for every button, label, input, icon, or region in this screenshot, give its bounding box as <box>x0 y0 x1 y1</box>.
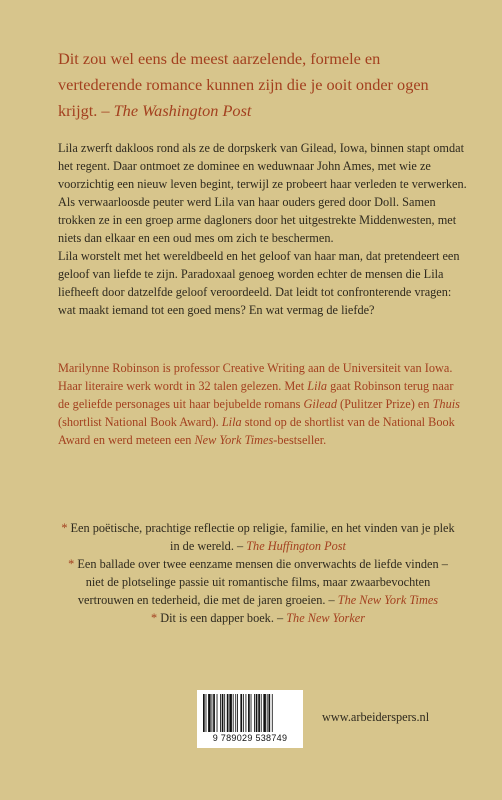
author-title-gilead: Gilead <box>303 397 337 411</box>
publisher-website: www.arbeiderspers.nl <box>322 710 430 724</box>
review-star: * <box>150 611 158 625</box>
featured-quote <box>58 46 458 124</box>
synopsis-paragraph-2: Lila worstelt met het wereldbeeld en het geloof van haar man, dat pretendeert een geloof van liefde te zijn. Paradoxaal genoeg worden echter de mensen die Lila liefheeft door datzelfde geloof veroordeeld. Dat leidt tot confronterende vragen: wat maakt iemand tot een goed mens? En wat vermag de liefde? <box>58 249 460 317</box>
barcode-bars <box>203 694 297 732</box>
review-source: The New Yorker <box>286 611 366 625</box>
synopsis-paragraph-1: Lila zwerft dakloos rond als ze de dorpskerk van Gilead, Iowa, binnen stapt omdat het regent. Daar ontmoet ze dominee en weduwnaar John Ames, met wie ze voorzichtig een nieuw leven begint, terwijl ze probeert haar verleden te verwerken. Als verwaarloosde peuter werd Lila van haar ouders gered door Doll. Samen trokken ze in een groep arme dagloners door het uitgestrekte Middenwesten, met niets dan elkaar en een oud mes om zich te beschermen. <box>58 141 467 245</box>
author-title-lila: Lila <box>307 379 328 393</box>
reviews <box>58 519 458 627</box>
quote-text: Dit zou wel eens de meest aarzelende, formele en vertederende romance kunnen zijn die je ooit onder ogen krijgt. – <box>58 49 429 120</box>
author-text-3: (Pulitzer Prize) en <box>336 397 433 411</box>
review-source: The Huffington Post <box>246 539 346 553</box>
author-text-5: stond op de shortlist van de National Book Award en werd meteen een <box>58 415 455 447</box>
barcode-number: 9 789029 538749 <box>212 733 288 743</box>
review-item <box>58 519 458 555</box>
author-text-2: gaat Robinson terug naar de geliefde personages uit haar bejubelde romans <box>58 379 454 411</box>
review-text: Een ballade over twee eenzame mensen die onverwachts de liefde vinden – niet de plotselinge passie uit romantische films, maar zwaarbevochten vertrouwen en tederheid, die met de jaren groeien. – <box>74 557 448 607</box>
author-text-1: Marilynne Robinson is professor Creative Writing aan de Universiteit van Iowa. Haar literaire werk wordt in 32 talen gelezen. Met <box>58 361 453 393</box>
synopsis <box>58 139 468 319</box>
review-item <box>58 555 458 609</box>
author-title-nyt: New York Times <box>194 433 274 447</box>
quote-source: The Washington Post <box>113 101 252 120</box>
author-text-6: -bestseller. <box>273 433 327 447</box>
author-title-thuis: Thuis <box>432 397 460 411</box>
review-star: * <box>61 521 68 535</box>
barcode <box>197 690 303 748</box>
review-text: Dit is een dapper boek. – <box>157 611 287 625</box>
author-text-4: (shortlist National Book Award). <box>58 415 222 429</box>
review-text: Een poëtische, prachtige reflectie op religie, familie, en het vinden van je plek in de wereld. – <box>67 521 455 553</box>
author-title-lila-2: Lila <box>221 415 242 429</box>
review-star: * <box>68 557 75 571</box>
review-source: The New York Times <box>337 593 439 607</box>
review-item <box>58 609 458 627</box>
author-bio <box>58 359 468 449</box>
